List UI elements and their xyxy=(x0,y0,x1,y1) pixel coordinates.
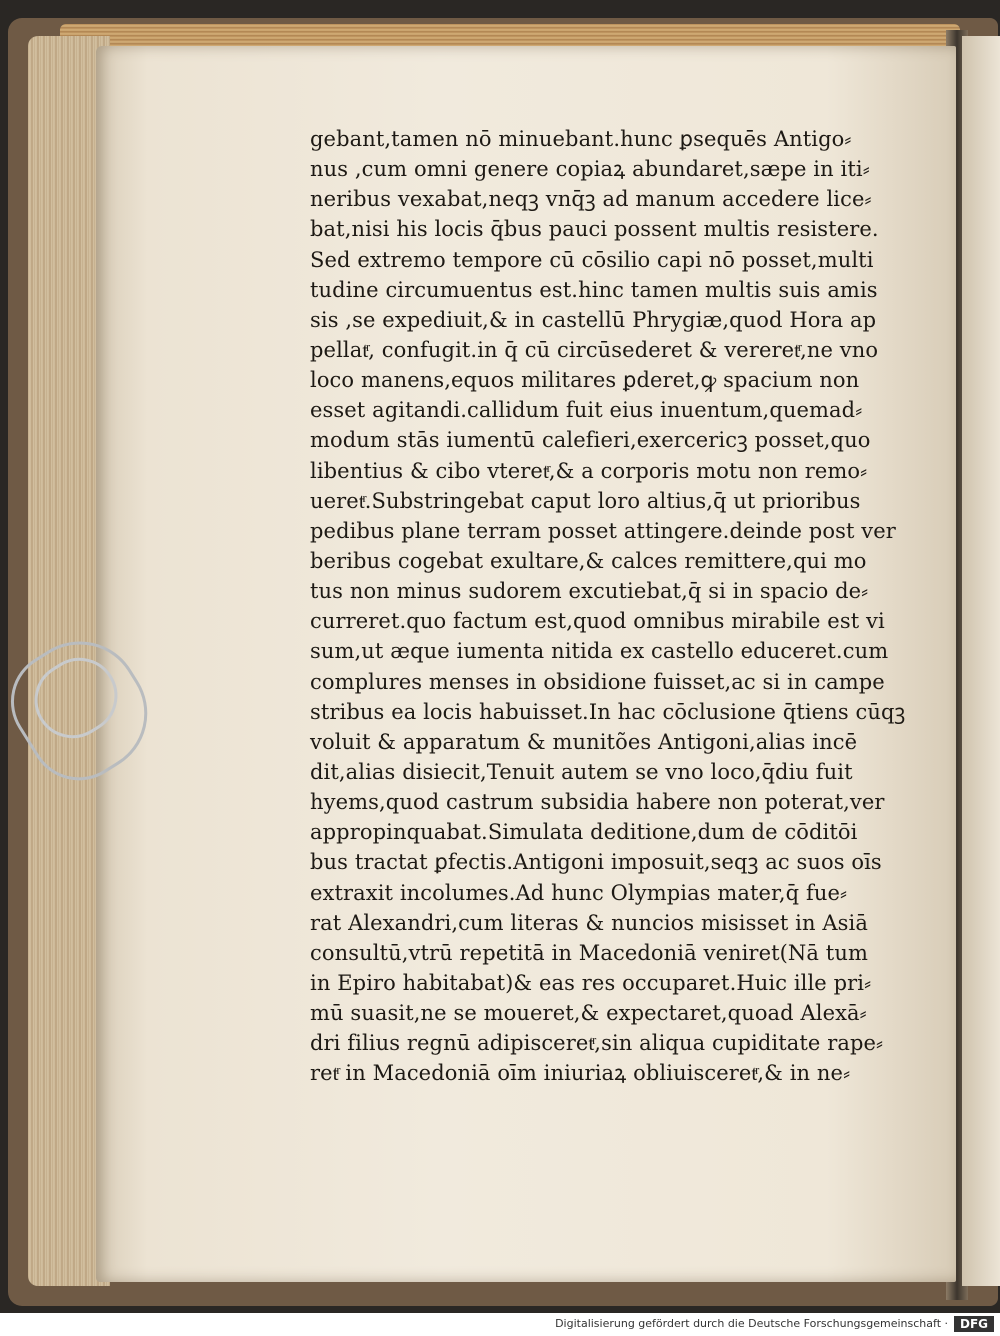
text-line: rat Alexandri,cum literas & nuncios misisset in Asiā xyxy=(310,910,868,935)
text-line: beribus cogebat exultare,& calces remittere,qui mo xyxy=(310,548,867,573)
text-line: modum stās iumentū calefieri,exercericꝫ posset,quo xyxy=(310,428,871,453)
text-line: curreret.quo factum est,quod omnibus mirabile est vi xyxy=(310,609,885,634)
text-line: stribus ea locis habuisset.In hac cōclusione q̄tiens cūqꝫ xyxy=(310,699,906,724)
text-line: sum,ut æque iumenta nitida ex castello educeret.cum xyxy=(310,639,889,664)
text-line: complures menses in obsidione fuisset,ac si in campe xyxy=(310,669,885,694)
text-line: pedibus plane terram posset attingere.deinde post ver xyxy=(310,518,896,543)
dfg-logo: DFG xyxy=(954,1316,994,1332)
text-line: appropinquabat.Simulata deditione,dum de cōditōi xyxy=(310,820,858,845)
text-line: nus ,cum omni genere copiaꝝ abundaret,sæpe in iti⸗ xyxy=(310,157,870,182)
text-line: voluit & apparatum & munitões Antigoni,alias incē xyxy=(310,729,858,754)
text-line: pellatͬ, confugit.in q̄ cū circūsederet & vereretͬ,ne vno xyxy=(310,337,879,362)
text-line: sis ,se expediuit,& in castellū Phrygiæ,quod Hora ap xyxy=(310,307,877,332)
text-line: retͬ in Macedoniā oīm iniuriaꝝ obliuisceretͬ,& in ne⸗ xyxy=(310,1061,851,1086)
text-line: neribus vexabat,neqꝫ vnq̄ꝫ ad manum accedere lice⸗ xyxy=(310,187,872,212)
text-line: in Epiro habitabat)& eas res occuparet.Huic ille pri⸗ xyxy=(310,970,872,995)
text-line: dit,alias disiecit,Tenuit autem se vno loco,q̄diu fuit xyxy=(310,759,853,784)
text-line: mū suasit,ne se moueret,& expectaret,quoad Alexā⸗ xyxy=(310,1001,867,1026)
text-line: dri filius regnū adipisceretͬ,sin aliqua cupiditate rape⸗ xyxy=(310,1031,884,1056)
text-line: libentius & cibo vteretͬ,& a corporis motu non remo⸗ xyxy=(310,458,868,483)
text-line: tudine circumuentus est.hinc tamen multis suis amis xyxy=(310,277,878,302)
text-line: bus tractat ꝑfectis.Antigoni imposuit,seqꝫ ac suos oīs xyxy=(310,850,882,875)
text-line: hyems,quod castrum subsidia habere non poterat,ver xyxy=(310,790,885,815)
text-line: esset agitandi.callidum fuit eius inuentum,quemad⸗ xyxy=(310,398,863,423)
text-line: gebant,tamen nō minuebant.hunc ꝑsequēs Antigo⸗ xyxy=(310,127,852,151)
text-line: tus non minus sudorem excutiebat,q̄ si in spacio de⸗ xyxy=(310,579,869,604)
text-line: loco manens,equos militares ꝑderet,ꝙ spacium non xyxy=(310,368,860,393)
text-line: Sed extremo tempore cū cōsilio capi nō posset,multi xyxy=(310,247,874,272)
text-line: extraxit incolumes.Ad hunc Olympias mater,q̄ fue⸗ xyxy=(310,880,848,905)
page-text xyxy=(310,124,910,1089)
digitization-credit: Digitalisierung gefördert durch die Deutsche Forschungsgemeinschaft · xyxy=(555,1317,948,1330)
text-line: consultū,vtrū repetitā in Macedoniā veniret(Nā tum xyxy=(310,940,868,965)
text-line: ueretͬ.Substringebat caput loro altius,q̄ ut prioribus xyxy=(310,488,861,513)
facing-page-edge xyxy=(962,36,1000,1286)
text-line: bat,nisi his locis q̄bus pauci possent multis resistere. xyxy=(310,217,879,242)
footer-bar xyxy=(0,1313,1000,1336)
